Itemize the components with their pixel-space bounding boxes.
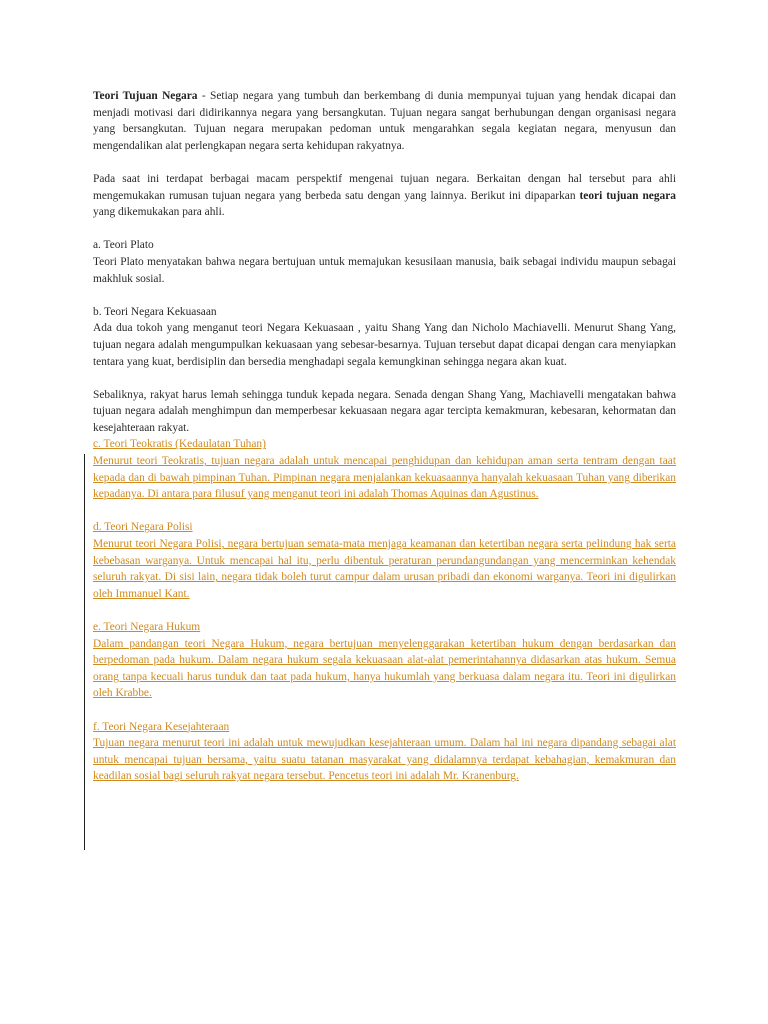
section-a-body: Teori Plato menyatakan bahwa negara bertujuan untuk memajukan kesusilaan manusia, baik sebagai individu maupun sebagai makhluk sosial. xyxy=(93,255,676,285)
intro-paragraph xyxy=(93,88,676,154)
section-e-body: Dalam pandangan teori Negara Hukum, negara bertujuan menyelenggarakan ketertiban hukum dengan berdasarkan dan berpedoman pada hukum. Dalam negara hukum segala kekuasaan alat-alat pemerintahannya didasarkan atas hukum. Semua orang tanpa kecuali harus tunduk dan taat pada hukum, hanya hukumlah yang berkuasa dalam negara itu. Teori ini digulirkan oleh Krabbe. xyxy=(93,637,676,700)
document-page xyxy=(93,88,676,785)
section-f-body: Tujuan negara menurut teori ini adalah untuk mewujudkan kesejahteraan umum. Dalam hal ini negara dipandang sebagai alat untuk mencapai tujuan bersama, yaitu suatu tatanan masyarakat yang didalamnya terdapat kebahagian, kemakmuran dan keadilan sosial bagi seluruh rakyat negara tersebut. Pencetus teori ini adalah Mr. Kranenburg. xyxy=(93,737,676,783)
intro-text: - Setiap negara yang tumbuh dan berkembang di dunia mempunyai tujuan yang hendak dicapai dan menjadi motivasi dari didirikannya negara yang bersangkutan. Tujuan negara sangat berhubungan dengan organisasi negara yang bersangkutan. Tujuan negara merupakan pedoman untuk mengarahkan segala kegiatan negara, menyusun dan mengendalikan alat perlengkapan negara serta kehidupan rakyatnya. xyxy=(93,90,676,152)
section-c-heading: c. Teori Teokratis (Kedaulatan Tuhan) xyxy=(93,438,266,451)
section-e-heading: e. Teori Negara Hukum xyxy=(93,621,201,633)
section-b-body: Ada dua tokoh yang menganut teori Negara Kekuasaan , yaitu Shang Yang dan Nicholo Machiavelli. Menurut Shang Yang, tujuan negara adalah mengumpulkan kekuasaan yang sebesar-besarnya. Tujuan tersebut dapat dicapai dengan cara menyiapkan tentara yang kuat, berdisiplin dan bersedia menghadapi segala kemungkinan sehingga negara akan kuat. xyxy=(93,322,676,368)
section-b-body-2: Sebaliknya, rakyat harus lemah sehingga tunduk kepada negara. Senada dengan Shang Yang, Machiavelli mengatakan bahwa tujuan negara adalah menghimpun dan memperbesar kekuasaan negara agar tercipta kemakmuran, kebesaran, kehormatan dan kesejahteraan rakyat. xyxy=(93,388,676,434)
section-b-heading: b. Teori Negara Kekuasaan xyxy=(93,305,217,318)
tracked-change-bar xyxy=(84,454,85,850)
section-d-body: Menurut teori Negara Polisi, negara bertujuan semata-mata menjaga keamanan dan ketertiban negara serta pelindung hak serta kebebasan warganya. Untuk mencapai hal itu, perlu dibentuk peraturan perundangundangan yang mencerminkan kehendak seluruh rakyat. Di sisi lain, negara tidak boleh turut campur dalam urusan pribadi dan ekonomi warganya. Teori ini digulirkan oleh Immanuel Kant. xyxy=(93,538,676,600)
perspective-text-before: Pada saat ini terdapat berbagai macam perspektif mengenai tujuan negara. Berkaitan dengan hal tersebut para ahli mengemukakan rumusan tujuan negara yang berbeda satu dengan yang lainnya. Berikut ini dipaparkan xyxy=(93,172,676,202)
perspective-text-after: yang dikemukakan para ahli. xyxy=(93,206,225,219)
section-f-heading: f. Teori Negara Kesejahteraan xyxy=(93,720,230,733)
perspective-bold-link: teori tujuan negara xyxy=(579,189,677,202)
perspective-paragraph xyxy=(93,171,676,221)
section-a-heading: a. Teori Plato xyxy=(93,239,154,252)
section-c-body: Menurut teori Teokratis, tujuan negara adalah untuk mencapai penghidupan dan kehidupan aman serta tentram dengan taat kepada dan di bawah pimpinan Tuhan. Pimpinan negara menjalankan kekuasaannya hanyalah kekuasaan Tuhan yang diberikan kepadanya. Di antara para filusuf yang menganut teori ini adalah Thomas Aquinas dan Agustinus. xyxy=(93,455,676,501)
intro-title: Teori Tujuan Negara xyxy=(93,90,198,102)
section-d-heading: d. Teori Negara Polisi xyxy=(93,521,193,534)
